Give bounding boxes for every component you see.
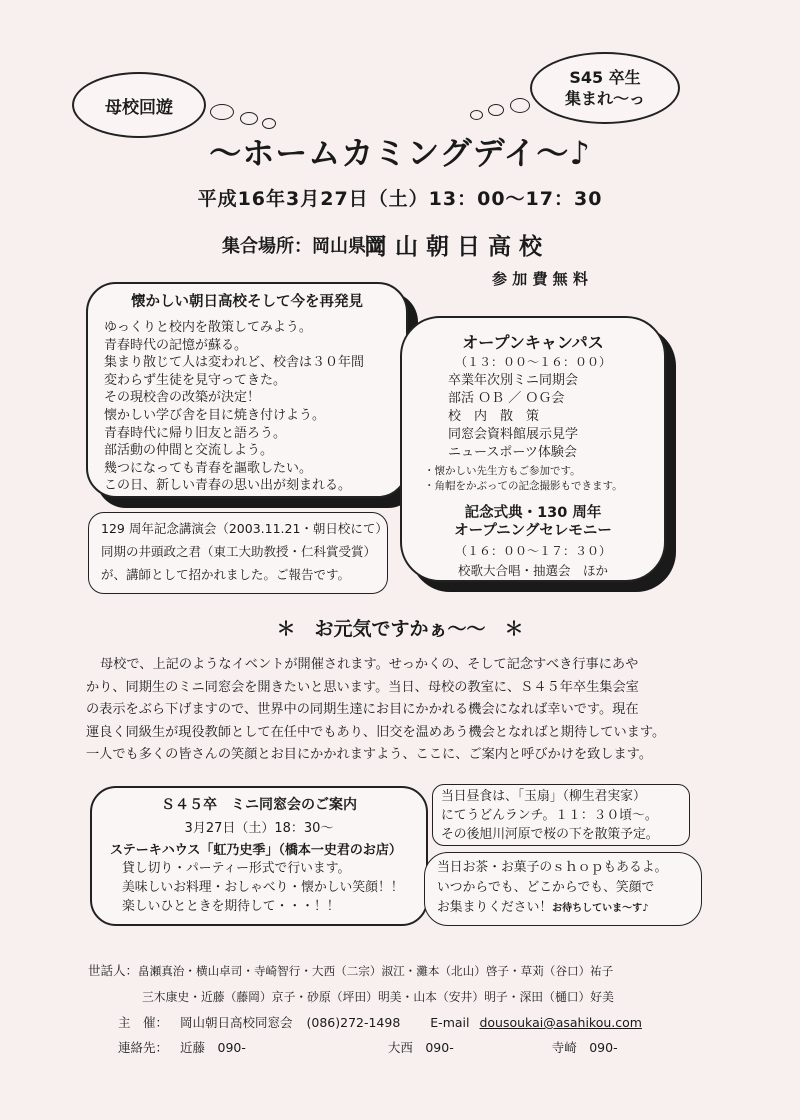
- open-campus-items: [448, 372, 664, 462]
- bubble-dot: [470, 110, 483, 120]
- nostalgia-heading: 懐かしい朝日高校そして今を再発見: [131, 294, 363, 310]
- open-campus-box: [400, 316, 666, 582]
- mini-reunion-lines: [122, 859, 426, 916]
- body-line: 母校で、上記のようなイベントが開催されます。せっかくの、そして記念すべき行事にあや: [100, 657, 639, 672]
- bubble-dot: [488, 104, 504, 116]
- nostalgia-line: 変わらず生徒を見守ってきた。: [104, 372, 287, 388]
- nostalgia-line: 部活動の仲間と交流しよう。: [104, 443, 274, 459]
- lecture-box: [88, 512, 388, 594]
- shop-line: 当日お茶・お菓子のｓｈｏｐもあるよ。: [437, 860, 668, 875]
- host-name: 岡山朝日高校同窓会: [180, 1015, 293, 1030]
- footer: [88, 958, 728, 1060]
- open-campus-heading: オープンキャンパス: [462, 333, 604, 352]
- event-datetime: 平成16年3月27日（土）13：00〜17：30: [197, 188, 603, 210]
- shop-box: [424, 852, 702, 926]
- mini-reunion-datetime: 3月27日（土）18：30〜: [184, 821, 334, 836]
- nostalgia-lines: [104, 319, 406, 495]
- bubble-left-text: 母校回遊: [105, 97, 173, 118]
- bubble-right: [530, 52, 680, 124]
- ceremony-time: （１６：００〜１７：３０）: [454, 544, 611, 558]
- contact-terasaki: 寺崎 090-: [551, 1040, 618, 1055]
- nostalgia-line: 青春時代の記憶が蘇る。: [104, 337, 248, 353]
- open-campus-item: 同窓会資料館展示見学: [448, 427, 579, 442]
- body-line: かり、同期生のミニ同窓会を開きたいと思います。当日、母校の教室に、Ｓ４５年卒生集会室: [86, 679, 639, 695]
- lunch-line: にてうどんランチ。１１：３０頃〜。: [441, 808, 658, 823]
- organizers-line-1: 畠瀬真治・横山卓司・寺崎智行・大西（二宗）淑江・灘本（北山）啓子・草苅（谷口）祐子: [138, 964, 614, 978]
- open-campus-item: ニュースポーツ体験会: [448, 445, 577, 460]
- lunch-box: [432, 784, 690, 846]
- mini-reunion-line: 美味しいお料理・おしゃべり・懐かしい笑顔！！: [122, 880, 404, 895]
- organizers-row-2: [88, 984, 728, 1010]
- mini-reunion-heading: Ｓ４５卒 ミニ同窓会のご案内: [161, 797, 357, 813]
- ceremony-heading-line: オープニングセレモニー: [454, 523, 612, 539]
- open-campus-item: 部活 ＯＢ ／ ＯＧ会: [448, 391, 565, 406]
- bubble-right-line: S45 卒生: [569, 68, 641, 87]
- nostalgia-line: この日、新しい青春の思い出が刻まれる。: [104, 478, 352, 494]
- open-campus-time: （１３：００〜１６：００）: [454, 355, 611, 369]
- bubble-dot: [240, 112, 258, 125]
- ceremony-heading: [402, 504, 664, 540]
- venue-label: 集合場所：岡山県立: [222, 236, 384, 257]
- shop-last-text: お集まりください！: [437, 900, 553, 915]
- body-line: 一人でも多くの皆さんの笑顔とお目にかかれますよう、ここに、ご案内と呼びかけを致します。: [86, 747, 653, 762]
- mini-reunion-box: [90, 786, 428, 926]
- venue-name: 岡 山 朝 日 高 校: [364, 234, 543, 260]
- mini-reunion-line: 楽しいひとときを期待して・・・！！: [122, 899, 340, 914]
- lecture-line: 129 周年記念講演会（2003.11.21・朝日校にて）: [101, 521, 388, 536]
- host-label: 主 催：: [118, 1015, 169, 1030]
- organizers-line-2: 三木康史・近藤（藤岡）京子・砂原（坪田）明美・山本（安井）明子・深田（樋口）好美: [142, 990, 614, 1004]
- contact-label: 連絡先：: [118, 1040, 169, 1055]
- nostalgia-line: 青春時代に帰り旧友と語ろう。: [104, 425, 287, 441]
- fee: 参 加 費 無 料: [492, 270, 588, 288]
- lecture-line: が、講師として招かれました。ご報告です。: [101, 567, 351, 582]
- body-paragraph: [86, 654, 726, 767]
- shop-line-last: [437, 898, 701, 919]
- contact-row: [88, 1035, 728, 1060]
- email-label: E-mail: [430, 1015, 470, 1030]
- lunch-line: その後旭川河原で桜の下を散策予定。: [441, 827, 659, 842]
- contact-kondo: 近藤 090-: [180, 1040, 246, 1055]
- nostalgia-line: その現校舎の改築が決定！: [104, 390, 261, 406]
- host-row: [88, 1010, 728, 1035]
- nostalgia-line: 集まり散じて人は変われど、校舎は３０年間: [104, 355, 365, 371]
- body-line: 運良く同級生が現役教師として在任中でもあり、旧交を温めあう機会となればと期待しています。: [86, 724, 666, 740]
- mini-reunion-venue: ステーキハウス「虹乃史季」（橋本一史君のお店）: [110, 843, 402, 858]
- open-campus-item: 校 内 散 策: [448, 409, 540, 424]
- nostalgia-box: [86, 282, 408, 498]
- bubble-dot: [210, 104, 234, 120]
- contact-onishi: 大西 090-: [387, 1040, 454, 1055]
- nostalgia-line: 懐かしい学び舎を目に焼き付けよう。: [104, 407, 326, 423]
- nostalgia-line: 幾つになっても青春を謳歌したい。: [104, 460, 313, 476]
- bubble-dot: [510, 98, 530, 113]
- nostalgia-line: ゆっくりと校内を散策してみよう。: [104, 320, 312, 335]
- open-campus-note: ・懐かしい先生方もご参加です。: [424, 465, 581, 477]
- email-link[interactable]: dousoukai@asahikou.com: [479, 1015, 642, 1030]
- ceremony-heading-line: 記念式典・130 周年: [464, 505, 602, 521]
- body-line: の表示をぶら下げますので、世界中の同期生達にお目にかかれる機会になれば幸いです。現在: [86, 702, 639, 717]
- ceremony-program: 校歌大合唱・抽選会 ほか: [457, 563, 608, 578]
- bubble-right-line: 集まれ〜っ: [564, 89, 645, 108]
- shop-line: いつからでも、どこからでも、笑顔で: [437, 880, 655, 895]
- host-phone: (086)272-1498: [306, 1015, 401, 1030]
- open-campus-note: ・角帽をかぶっての記念撮影もできます。: [424, 480, 623, 492]
- organizers-row: [88, 958, 728, 984]
- genki-heading: ＊ お元気ですかぁ〜〜 ＊: [276, 618, 524, 640]
- mini-reunion-line: 貸し切り・パーティー形式で行います。: [122, 861, 351, 876]
- open-campus-notes: [424, 464, 664, 494]
- lecture-line: 同期の井頭政之君（東工大助教授・仁科賞受賞）: [101, 544, 377, 559]
- open-campus-item: 卒業年次別ミニ同期会: [448, 373, 579, 388]
- shop-last-small: お待ちしていま〜す♪: [552, 903, 649, 914]
- organizers-label: 世話人：: [88, 963, 139, 978]
- lunch-line: 当日昼食は、「玉扇」（柳生君実家）: [441, 789, 646, 804]
- main-title: 〜ホームカミングデイ〜♪: [209, 134, 591, 172]
